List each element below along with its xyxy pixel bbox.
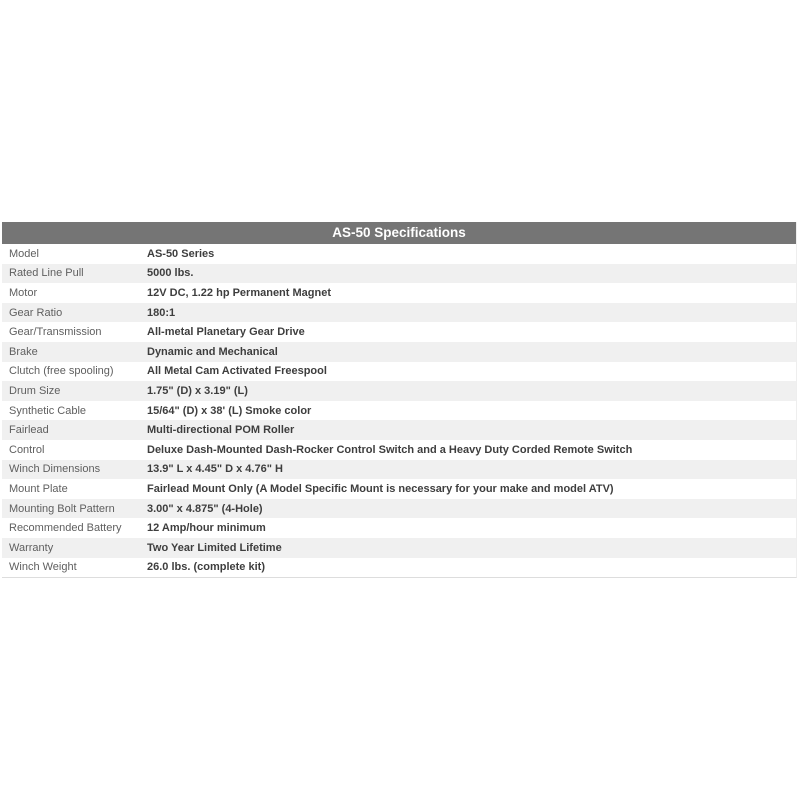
- spec-row: [2, 283, 796, 303]
- spec-value: 12V DC, 1.22 hp Permanent Magnet: [147, 286, 331, 299]
- spec-value: 13.9" L x 4.45" D x 4.76" H: [147, 463, 283, 476]
- spec-label: Gear Ratio: [9, 306, 63, 319]
- spec-value: 15/64" (D) x 38' (L) Smoke color: [147, 404, 312, 417]
- spec-label: Winch Dimensions: [9, 463, 101, 476]
- spec-row: [2, 303, 796, 323]
- spec-value: 3.00" x 4.875" (4-Hole): [147, 502, 263, 515]
- spec-label: Synthetic Cable: [9, 404, 87, 417]
- spec-label: Model: [9, 247, 39, 260]
- spec-value: 26.0 lbs. (complete kit): [147, 561, 265, 574]
- spec-value: Multi-directional POM Roller: [147, 424, 295, 437]
- spec-label: Mount Plate: [9, 482, 68, 495]
- spec-row: [2, 342, 796, 362]
- spec-value: Fairlead Mount Only (A Model Specific Mount is necessary for your make and model ATV): [147, 482, 614, 495]
- spec-label: Winch Weight: [9, 561, 77, 574]
- spec-row: [2, 558, 796, 578]
- spec-label: Gear/Transmission: [9, 326, 102, 339]
- spec-label: Brake: [9, 345, 38, 358]
- spec-value: Dynamic and Mechanical: [147, 345, 278, 358]
- spec-label: Mounting Bolt Pattern: [9, 502, 115, 515]
- spec-row: [2, 401, 796, 421]
- spec-row: [2, 362, 796, 382]
- spec-row: [2, 518, 796, 538]
- spec-value: 12 Amp/hour minimum: [147, 522, 266, 535]
- spec-value: Two Year Limited Lifetime: [147, 541, 282, 554]
- spec-label: Fairlead: [9, 424, 49, 437]
- spec-label: Motor: [9, 286, 38, 299]
- spec-label: Control: [9, 443, 45, 456]
- spec-value: Deluxe Dash-Mounted Dash-Rocker Control Switch and a Heavy Duty Corded Remote Switch: [147, 443, 633, 456]
- spec-row: [2, 244, 796, 264]
- spec-row: [2, 264, 796, 284]
- spec-rows: [2, 244, 796, 577]
- specifications-table: [2, 222, 797, 578]
- spec-row: [2, 420, 796, 440]
- spec-label: Rated Line Pull: [9, 267, 84, 280]
- spec-row: [2, 460, 796, 480]
- spec-value: AS-50 Series: [147, 247, 215, 260]
- spec-row: [2, 538, 796, 558]
- spec-row: [2, 322, 796, 342]
- spec-row: [2, 499, 796, 519]
- spec-value: All-metal Planetary Gear Drive: [147, 326, 305, 339]
- spec-label: Clutch (free spooling): [9, 365, 114, 378]
- spec-row: [2, 479, 796, 499]
- specifications-table-title: AS-50 Specifications: [2, 222, 796, 244]
- spec-value: All Metal Cam Activated Freespool: [147, 365, 327, 378]
- spec-value: 1.75" (D) x 3.19" (L): [147, 384, 248, 397]
- spec-row: [2, 381, 796, 401]
- spec-value: 180:1: [147, 306, 176, 319]
- spec-value: 5000 lbs.: [147, 267, 194, 280]
- spec-label: Recommended Battery: [9, 522, 122, 535]
- spec-row: [2, 440, 796, 460]
- spec-label: Warranty: [9, 541, 54, 554]
- spec-label: Drum Size: [9, 384, 61, 397]
